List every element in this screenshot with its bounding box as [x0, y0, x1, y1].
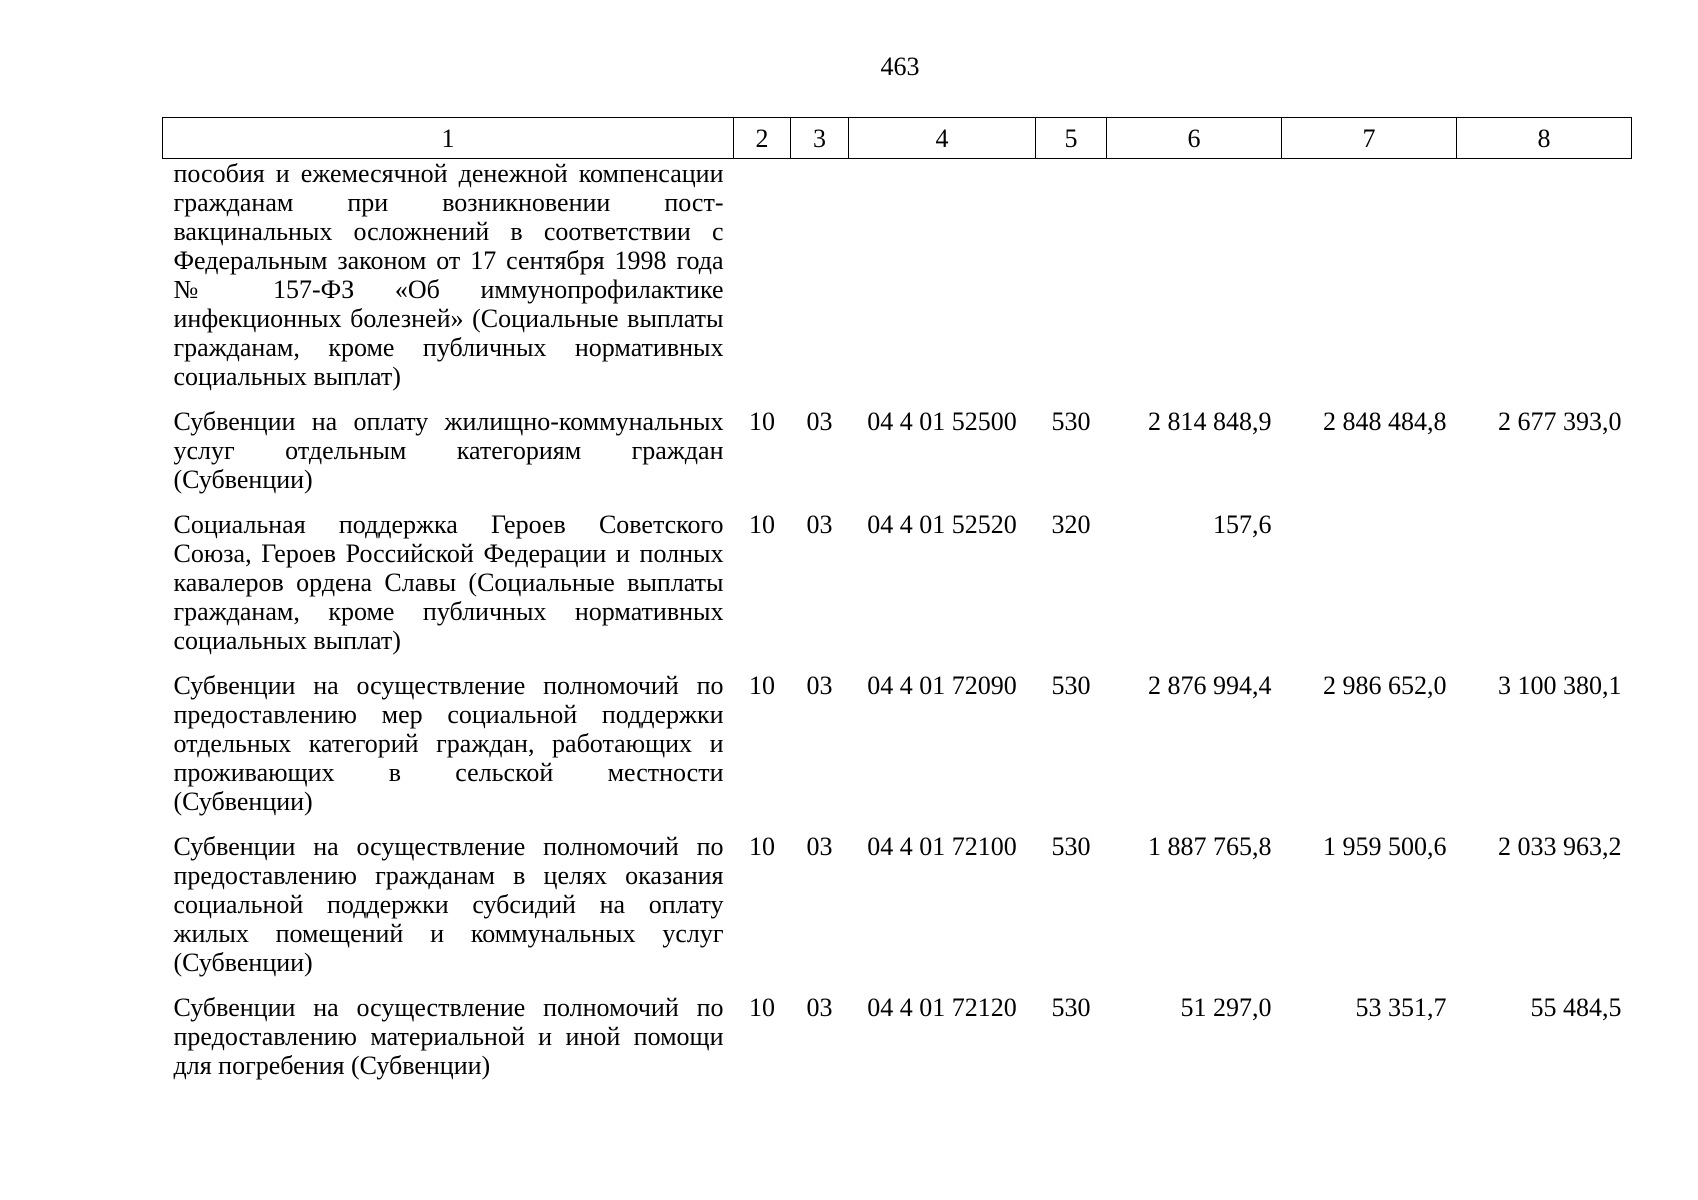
row-subsection: 03 [806, 993, 833, 1022]
row-amount-col-6: 2 814 848,9 [1148, 407, 1272, 436]
header-col-6: 6 [1107, 118, 1282, 159]
table-row [163, 983, 1632, 1086]
row-amount-col-7 [1282, 159, 1457, 398]
row-section: 10 [749, 671, 775, 700]
header-col-2: 2 [734, 118, 791, 159]
table-row [163, 661, 1632, 822]
row-subsection: 03 [806, 832, 833, 861]
row-target-code: 04 4 01 52520 [867, 510, 1017, 539]
row-expense-type [1036, 159, 1107, 398]
row-amount-col-6 [1107, 159, 1282, 398]
row-target-code: 04 4 01 52500 [867, 407, 1017, 436]
row-amount-col-7 [1282, 500, 1457, 661]
header-col-8: 8 [1457, 118, 1632, 159]
row-expense-type: 530 [1051, 407, 1091, 436]
row-subsection: 03 [806, 671, 833, 700]
row-description: Субвенции на осуществление полномочий по предоставлению мер социальной поддержки отдельных категорий граждан, работающих и проживающих в сельской местности (Субвенции) [173, 671, 724, 816]
row-amount-col-6: 157,6 [1213, 510, 1272, 539]
row-subsection: 03 [806, 407, 833, 436]
row-section: 10 [749, 407, 775, 436]
row-amount-col-6: 1 887 765,8 [1148, 832, 1272, 861]
row-expense-type: 320 [1051, 510, 1091, 539]
header-col-3: 3 [791, 118, 849, 159]
row-subsection [791, 159, 849, 398]
row-section: 10 [749, 510, 775, 539]
table-row [163, 500, 1632, 661]
row-amount-col-7: 2 848 484,8 [1323, 407, 1447, 436]
row-expense-type: 530 [1051, 671, 1091, 700]
row-target-code [849, 159, 1036, 398]
row-description: Социальная поддержка Героев Советского Союза, Героев Российской Федерации и полных кавалеров ордена Славы (Социальные выплаты гражданам, кроме публичных нормативных социальных выплат) [173, 510, 724, 655]
row-subsection: 03 [806, 510, 833, 539]
header-col-5: 5 [1036, 118, 1107, 159]
row-amount-col-8: 55 484,5 [1530, 993, 1622, 1022]
table-row [163, 159, 1632, 398]
row-amount-col-7: 53 351,7 [1355, 993, 1447, 1022]
header-row [163, 118, 1632, 159]
row-expense-type: 530 [1051, 832, 1091, 861]
budget-table [162, 117, 1632, 1086]
row-amount-col-8: 3 100 380,1 [1498, 671, 1622, 700]
row-target-code: 04 4 01 72090 [867, 671, 1017, 700]
header-col-1: 1 [163, 118, 734, 159]
row-amount-col-8 [1457, 159, 1632, 398]
row-amount-col-8: 2 033 963,2 [1498, 832, 1622, 861]
row-section [734, 159, 791, 398]
header-col-7: 7 [1282, 118, 1457, 159]
row-description: Субвенции на осуществление полномочий по предоставлению материальной и иной помощи для погребения (Субвенции) [173, 993, 724, 1080]
row-amount-col-7: 1 959 500,6 [1323, 832, 1447, 861]
row-section: 10 [749, 993, 775, 1022]
header-col-4: 4 [849, 118, 1036, 159]
row-section: 10 [749, 832, 775, 861]
row-description: пособия и ежемесячной денежной компенсации гражданам при возникновении поствакцинальных осложнений в соответствии с Федеральным законом от 17 сентября 1998 года № 157-ФЗ «Об иммунопрофилактике инфекционных болезней» (Социальные выплаты гражданам, кроме публичных нормативных социальных выплат) [173, 159, 724, 391]
row-target-code: 04 4 01 72100 [867, 832, 1017, 861]
row-target-code: 04 4 01 72120 [867, 993, 1017, 1022]
row-description: Субвенции на осуществление полномочий по предоставлению гражданам в целях оказания социальной поддержки субсидий на оплату жилых помещений и коммунальных услуг (Субвенции) [173, 832, 724, 977]
row-description: Субвенции на оплату жилищно-коммунальных услуг отдельным категориям граждан (Субвенции) [173, 407, 724, 494]
row-amount-col-8: 2 677 393,0 [1498, 407, 1622, 436]
row-expense-type: 530 [1051, 993, 1091, 1022]
table-row [163, 397, 1632, 500]
row-amount-col-8 [1457, 500, 1632, 661]
page-number: 463 [880, 52, 920, 81]
row-amount-col-6: 2 876 994,4 [1148, 671, 1272, 700]
table-row [163, 822, 1632, 983]
row-amount-col-6: 51 297,0 [1180, 993, 1272, 1022]
row-amount-col-7: 2 986 652,0 [1323, 671, 1447, 700]
